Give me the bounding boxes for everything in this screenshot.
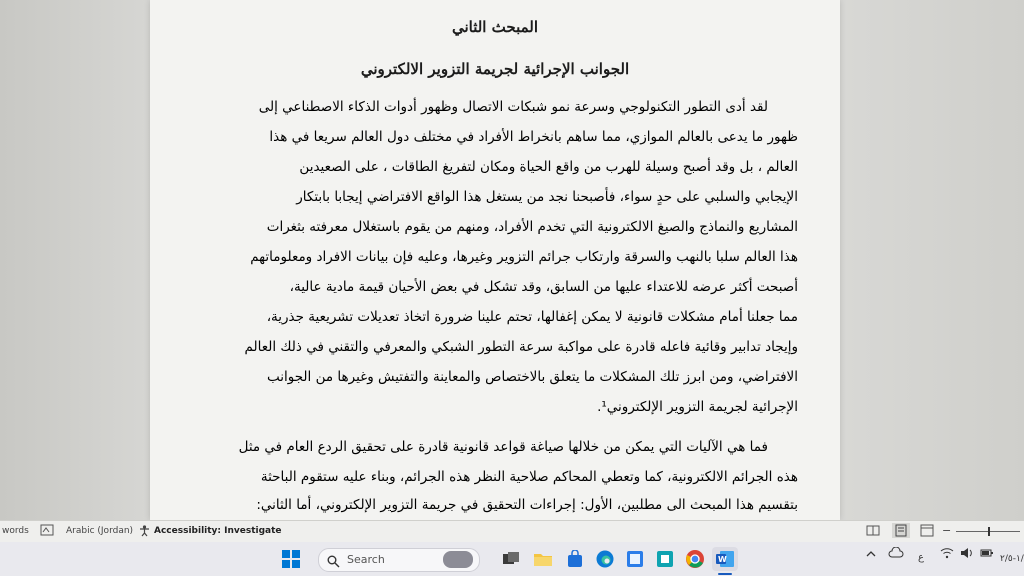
task-view-icon[interactable] xyxy=(498,547,524,571)
paragraph-line: ظهور ما يدعى بالعالم الموازي، مما ساهم بانخراط الأفراد في مختلف دول العالم سريعا في هذا xyxy=(269,129,798,145)
app-tile-icon[interactable] xyxy=(652,547,678,571)
paragraph-line: العالم ، بل وقد أصبح وسيلة للهرب من واقع الحياة ومكان لتفريغ الطاقات ، على الصعيدين xyxy=(299,159,798,175)
cloud-icon[interactable] xyxy=(888,547,904,562)
zoom-slider-thumb[interactable] xyxy=(988,527,990,536)
paragraph-line: وإيجاد تدابير وقائية فاعله قادرة على مواكبة سرعة التطور الشبكي والمعرفي والتقني في ذلك العالم xyxy=(244,339,798,355)
paragraph-line: المشاريع والنماذج والصيغ الالكترونية التي تخدم الأفراد، ومنهم من يقوم باستغلال معرفته بثغرات xyxy=(266,219,798,235)
read-mode-icon[interactable] xyxy=(866,524,880,540)
word-icon[interactable] xyxy=(712,547,738,571)
paragraph-line: مما جعلنا أمام مشكلات قانونية لا يمكن إغفالها، تحتم علينا ضرورة اتخاذ تعديلات تشريعية جذرية، xyxy=(266,309,798,325)
zoom-out-icon[interactable]: − xyxy=(942,524,952,537)
active-app-indicator xyxy=(718,573,732,575)
proofing-icon[interactable] xyxy=(40,524,54,540)
start-button[interactable] xyxy=(278,547,304,571)
volume-icon[interactable] xyxy=(960,547,974,562)
paragraph-line: بتقسيم هذا المبحث الى مطلبين، الأول: إجراءات التحقيق في جريمة التزوير الإلكتروني، أما الثاني: xyxy=(256,497,798,513)
clock-date[interactable]: ١-٢/٥/ xyxy=(1000,554,1024,564)
taskbar xyxy=(0,542,1024,576)
input-language[interactable]: ع xyxy=(918,552,924,563)
search-icon xyxy=(327,553,340,572)
print-layout-icon[interactable] xyxy=(892,523,910,538)
word-count[interactable]: words xyxy=(2,526,29,536)
accessibility-icon[interactable] xyxy=(138,524,151,540)
paragraph-line: الإيجابي والسلبي على حدٍ سواء، فأصبحنا نجد من يستغل هذا الواقع الافتراضي إيجابا بابتكار xyxy=(296,189,798,205)
accessibility-status[interactable]: Accessibility: Investigate xyxy=(154,526,282,536)
section-title: المبحث الثاني xyxy=(451,18,539,36)
svg-text:W: W xyxy=(718,555,727,564)
web-layout-icon[interactable] xyxy=(920,524,934,540)
chrome-icon[interactable] xyxy=(682,547,708,571)
workspace-left xyxy=(0,0,150,520)
chevron-up-icon[interactable] xyxy=(866,550,876,561)
document-page[interactable] xyxy=(150,0,840,520)
search-placeholder: Search xyxy=(347,553,385,566)
status-bar xyxy=(0,520,1024,543)
paragraph-line: الافتراضي، ومن ابرز تلك المشكلات ما يتعلق بالاختصاص والمعاينة والتفتيش وغيرها من الجوانب xyxy=(266,369,798,385)
paragraph-line: لقد أدى التطور التكنولوجي وسرعة نمو شبكات الاتصال وظهور أدوات الذكاء الاصطناعي إلى xyxy=(258,99,768,115)
battery-icon[interactable] xyxy=(980,547,994,562)
paragraph-line: الإجرائية لجريمة التزوير الإلكتروني¹. xyxy=(597,399,798,415)
edge-icon[interactable] xyxy=(592,547,618,571)
photos-icon[interactable] xyxy=(622,547,648,571)
paragraph-line: أصبحت أكثر عرضه للاعتداء عليها من السابق، وقد تشكل في بعض الأحيان قيمة مادية عالية، xyxy=(289,279,798,295)
wifi-icon[interactable] xyxy=(940,547,954,562)
store-icon[interactable] xyxy=(562,547,588,571)
language-indicator[interactable]: Arabic (Jordan) xyxy=(66,526,134,536)
search-highlight-icon xyxy=(443,551,473,568)
paragraph-line: هذه الجرائم الالكترونية، كما وتعطي المحاكم صلاحية النظر هذه الجرائم، وبناء عليه ستقوم الباحثة xyxy=(260,469,798,485)
taskbar-search[interactable] xyxy=(318,548,480,572)
file-explorer-icon[interactable] xyxy=(530,547,556,571)
section-subtitle: الجوانب الإجرائية لجريمة التزوير الالكتروني xyxy=(360,60,630,78)
paragraph-line: هذا العالم سلبا بالنهب والسرقة وارتكاب جرائم التزوير وغيرها، وعليه فإن بيانات الافراد ومعلوماتهم xyxy=(250,249,798,265)
paragraph-line: فما هي الآليات التي يمكن من خلالها صياغة قواعد قانونية قادرة على تحقيق الردع العام في مثل xyxy=(238,439,768,455)
workspace-right xyxy=(840,0,1024,520)
